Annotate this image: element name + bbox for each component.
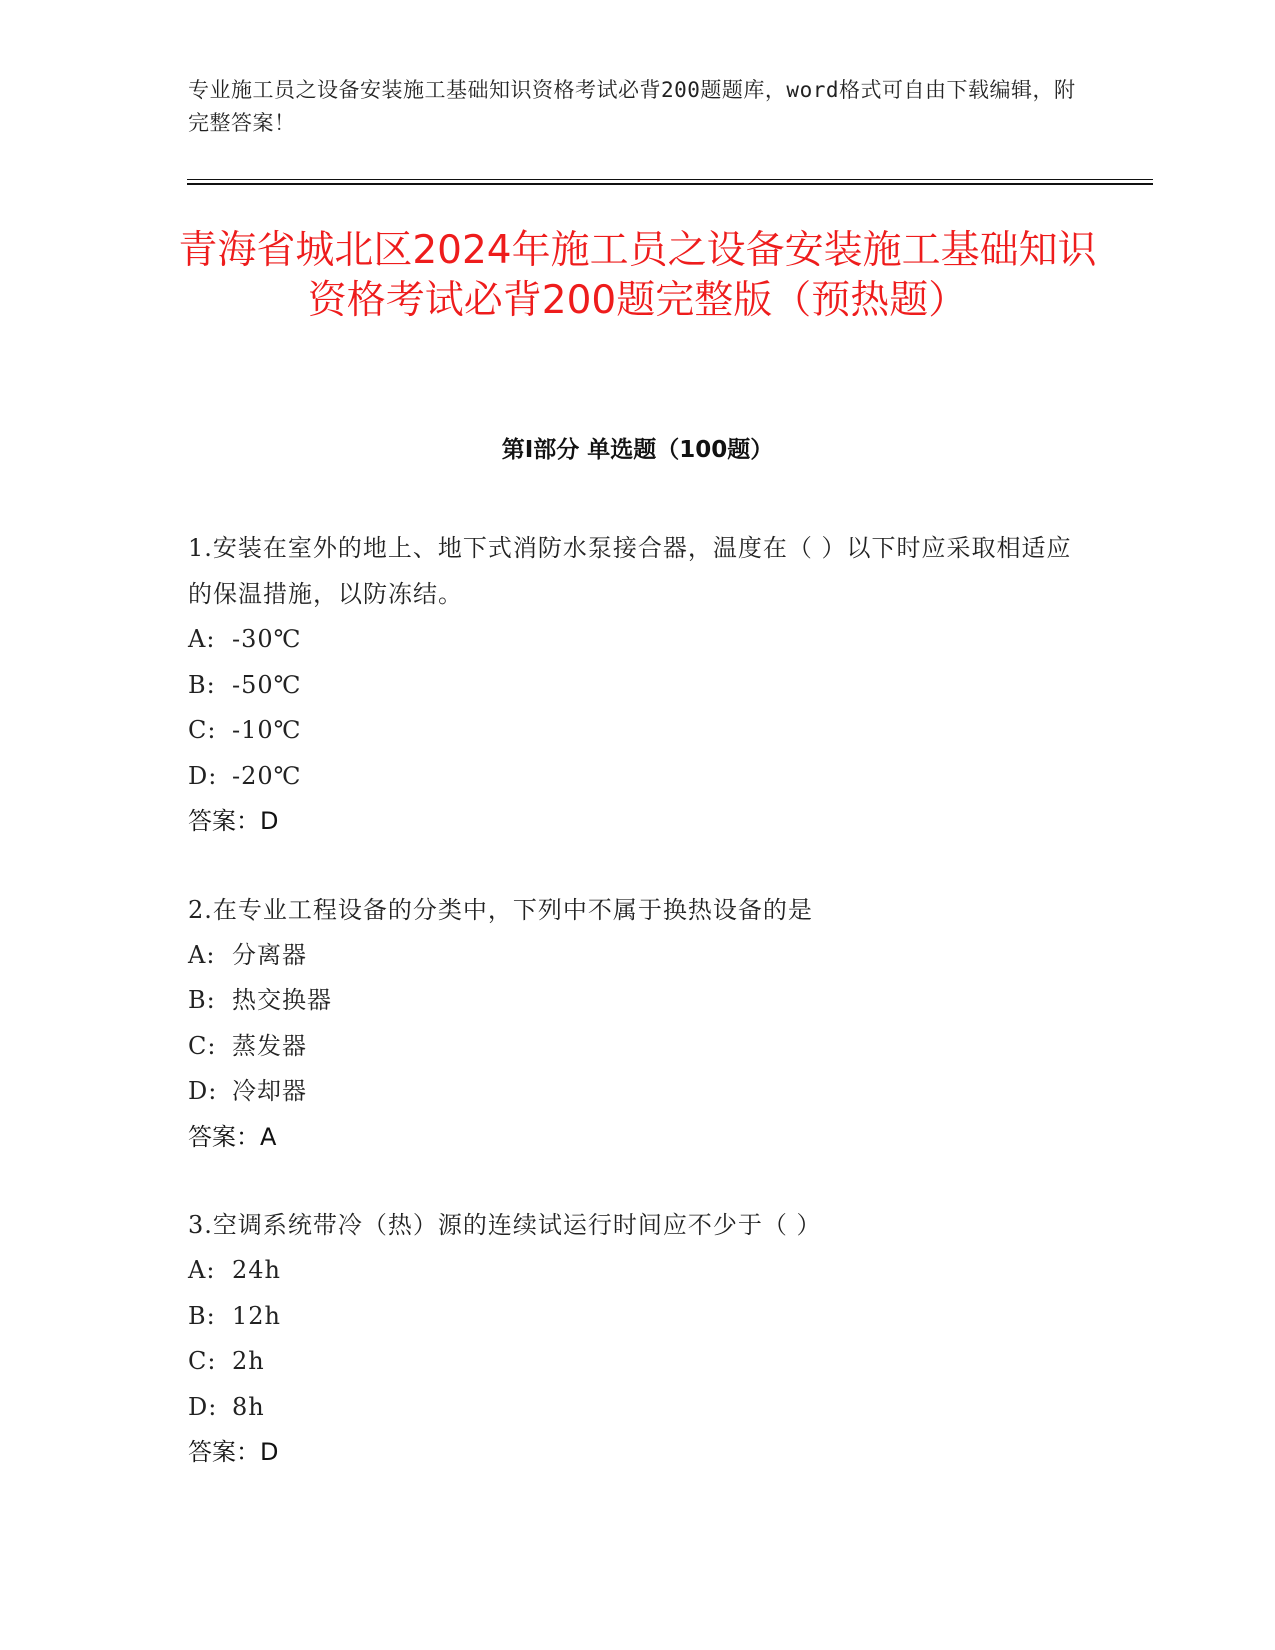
option-text: 2h: [232, 1347, 265, 1375]
option-a: [188, 933, 1088, 979]
option-text: 8h: [232, 1392, 265, 1421]
option-d: [188, 1385, 1088, 1431]
option-text: 蒸发器: [232, 1031, 307, 1060]
question-stem: 2.在专业工程设备的分类中，下列中不属于换热设备的是: [188, 895, 813, 924]
answer: 答案：D: [188, 807, 279, 835]
option-text: -20℃: [232, 761, 302, 790]
option-letter: A:: [188, 940, 216, 969]
option-letter: A:: [188, 1256, 216, 1284]
option-text: -50℃: [232, 670, 302, 699]
answer: 答案：A: [188, 1122, 277, 1151]
option-d: [188, 754, 1088, 800]
answer: 答案：D: [188, 1438, 279, 1466]
option-letter: C:: [188, 1347, 217, 1375]
option-letter: C:: [188, 1031, 217, 1060]
section-heading: 第I部分 单选题（100题）: [501, 437, 774, 463]
header-note: 专业施工员之设备安装施工基础知识资格考试必背200题题库，word格式可自由下载编辑，附完整答案！: [188, 78, 1076, 135]
option-text: -10℃: [232, 716, 302, 744]
option-text: 24h: [232, 1256, 281, 1284]
option-text: 冷却器: [232, 1077, 307, 1105]
option-b: [188, 663, 1088, 709]
option-letter: D:: [188, 1077, 218, 1105]
question-list: [188, 525, 1088, 1518]
header-divider-thin: [187, 179, 1153, 180]
option-letter: C:: [188, 716, 217, 744]
option-letter: D:: [188, 1392, 218, 1421]
header-divider-thick: [187, 183, 1153, 185]
option-d: [188, 1069, 1088, 1115]
option-letter: A:: [188, 625, 216, 653]
option-text: 分离器: [232, 940, 307, 969]
option-b: [188, 978, 1088, 1024]
question-3: [188, 1202, 1088, 1476]
option-letter: D:: [188, 761, 218, 790]
option-letter: B:: [188, 1301, 216, 1330]
question-stem: 1.安装在室外的地上、地下式消防水泵接合器，温度在（ ）以下时应采取相适应的保温措施，以防冻结。: [188, 534, 1072, 608]
option-text: -30℃: [232, 625, 302, 653]
option-c: [188, 708, 1088, 754]
document-title: 青海省城北区2024年施工员之设备安装施工基础知识资格考试必背200题完整版（预热题）: [178, 228, 1097, 323]
question-1: [188, 525, 1088, 845]
option-a: [188, 1248, 1088, 1294]
option-text: 热交换器: [232, 986, 332, 1014]
question-2: [188, 887, 1088, 1161]
option-a: [188, 617, 1088, 663]
option-text: 12h: [232, 1301, 281, 1330]
option-c: [188, 1339, 1088, 1385]
option-c: [188, 1024, 1088, 1070]
question-stem: 3.空调系统带冷（热）源的连续试运行时间应不少于（ ）: [188, 1211, 822, 1239]
option-letter: B:: [188, 986, 216, 1014]
option-b: [188, 1294, 1088, 1340]
option-letter: B:: [188, 670, 216, 699]
